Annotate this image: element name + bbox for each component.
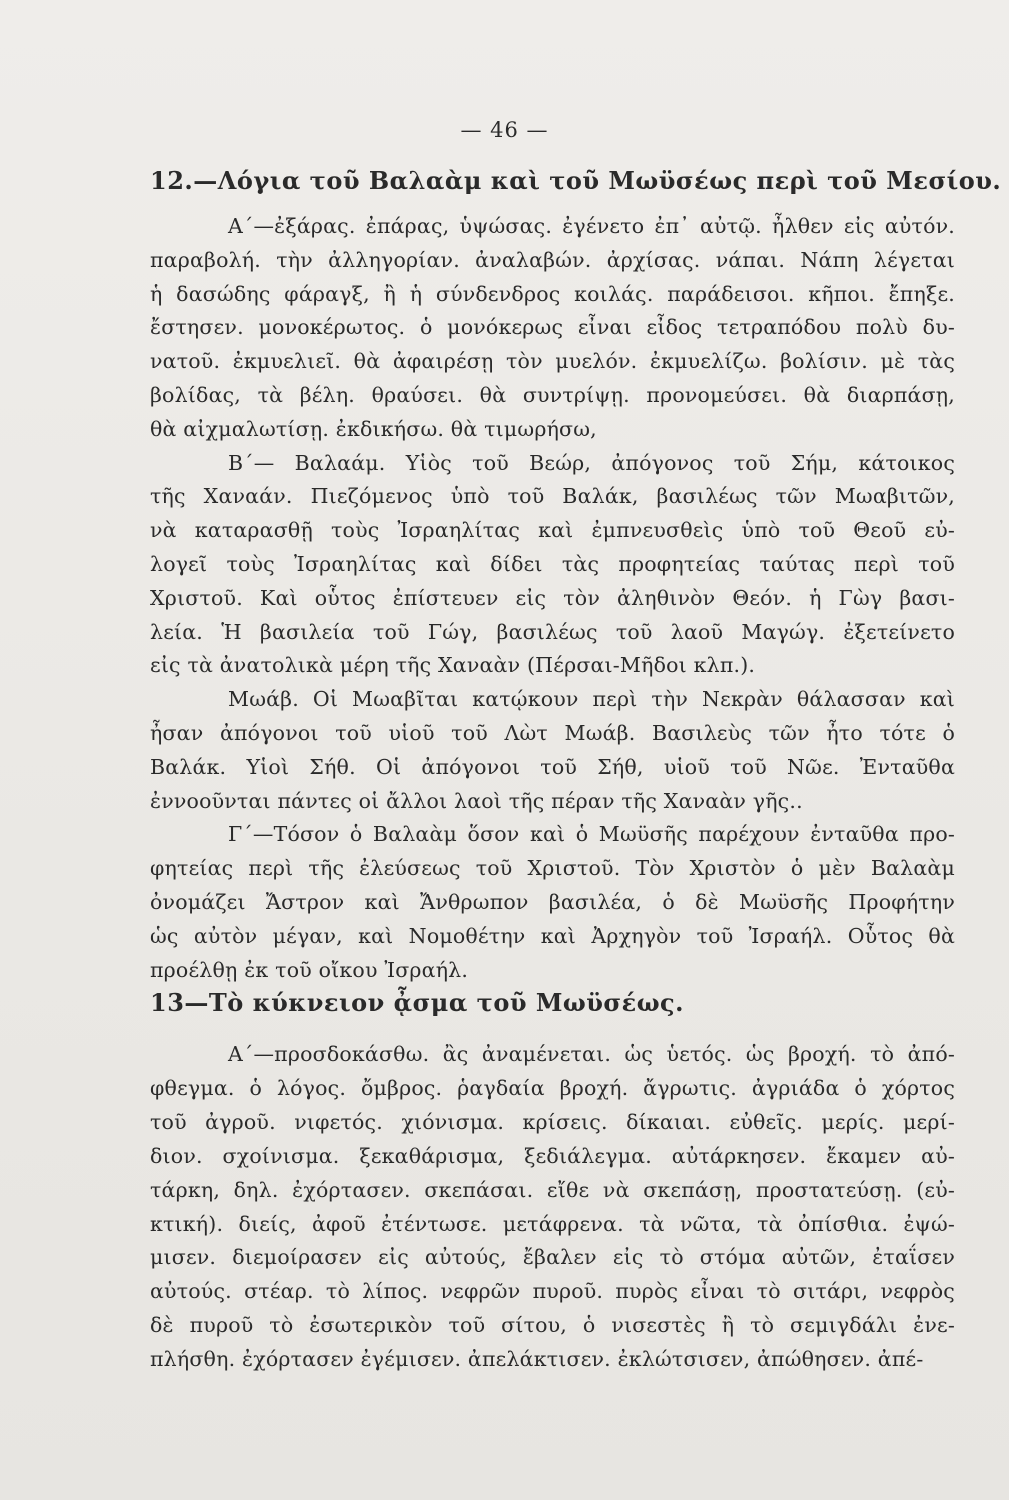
text-line: τάρκη, δηλ. ἐχόρτασεν. σκεπάσαι. εἴθε νὰ σκεπάσῃ, προστατεύσῃ. (εὐ- [150,1177,955,1202]
text-line: διον. σχοίνισμα. ξεκαθάρισμα, ξεδιάλεγμα. αὐτάρκησεν. ἔκαμεν αὐ- [150,1143,955,1168]
text-line: νατοῦ. ἐκμυελιεῖ. θὰ ἀφαιρέσῃ τὸν μυελόν. ἐκμυελίζω. βολίσιν. μὲ τὰς [150,349,955,374]
text-line: φητείας περὶ τῆς ἐλεύσεως τοῦ Χριστοῦ. Τὸν Χριστὸν ὁ μὲν Βαλαὰμ [150,856,955,881]
text-line: κτική). διείς, ἀφοῦ ἐτέντωσε. μετάφρενα. τὰ νῶτα, τὰ ὀπίσθια. ἐψώ- [150,1211,955,1236]
text-line: λεία. Ἡ βασιλεία τοῦ Γώγ, βασιλέως τοῦ λαοῦ Μαγώγ. ἐξετείνετο [150,619,955,644]
text-line: παραβολή. τὴν ἀλληγορίαν. ἀναλαβών. ἀρχίσας. νάπαι. Νάπη λέγεται [150,247,955,272]
text-line: ἔστησεν. μονοκέρωτος. ὁ μονόκερως εἶναι εἶδος τετραπόδου πολὺ δυ- [150,315,955,340]
text-line: εἰς τὰ ἀνατολικὰ μέρη τῆς Χαναὰν (Πέρσαι-Μῆδοι κλπ.). [150,653,756,678]
text-line: Βαλάκ. Υἱοὶ Σήθ. Οἱ ἀπόγονοι τοῦ Σήθ, υἱοῦ τοῦ Νῶε. Ἐνταῦθα [150,754,955,779]
text-line: δὲ πυροῦ τὸ ἐσωτερικὸν τοῦ σίτου, ὁ νισεστὲς ἢ τὸ σεμιγδάλι ἐνε- [150,1313,955,1338]
page-number: — 46 — [460,118,549,142]
text-line: ὡς αὐτὸν μέγαν, καὶ Νομοθέτην καὶ Ἀρχηγὸν τοῦ Ἰσραήλ. Οὗτος θὰ [150,923,955,948]
text-line: μισεν. διεμοίρασεν εἰς αὐτούς, ἔβαλεν εἰς τὸ στόμα αὐτῶν, ἐταΐσεν [150,1245,955,1270]
text-line: φθεγμα. ὁ λόγος. ὄμβρος. ῥαγδαία βροχή. ἄγρωτις. ἀγριάδα ὁ χόρτος [150,1075,955,1100]
text-line: Α΄—προσδοκάσθω. ἂς ἀναμένεται. ὡς ὑετός. ὡς βροχή. τὸ ἀπό- [228,1042,955,1066]
text-line: πλήσθη. ἐχόρτασεν ἐγέμισεν. ἀπελάκτισεν. ἐκλώτσισεν, ἀπώθησεν. ἀπέ- [150,1347,924,1372]
text-line: Α΄—ἐξάρας. ἐπάρας, ὑψώσας. ἐγένετο ἐπ᾽ αὐτῷ. ἦλθεν εἰς αὐτόν. [228,214,955,238]
section-12-heading: 12.—Λόγια τοῦ Βαλαὰμ καὶ τοῦ Μωϋσέως περὶ τοῦ Μεσίου. [150,166,1002,195]
text-line: λογεῖ τοὺς Ἰσραηλίτας καὶ δίδει τὰς προφητείας ταύτας περὶ τοῦ [150,552,955,576]
text-line: αὐτούς. στέαρ. τὸ λίπος. νεφρῶν πυροῦ. πυρὸς εἶναι τὸ σιτάρι, νεφρὸς [150,1279,955,1304]
text-line: Μωάβ. Οἱ Μωαβῖται κατῴκουν περὶ τὴν Νεκρὰν θάλασσαν καὶ [228,687,955,712]
text-line: Γ΄—Τόσον ὁ Βαλαὰμ ὅσον καὶ ὁ Μωϋσῆς παρέχουν ἐνταῦθα προ- [228,822,955,847]
text-line: Β΄— Βαλαάμ. Υἱὸς τοῦ Βεώρ, ἀπόγονος τοῦ Σήμ, κάτοικος [228,450,955,475]
text-line: ὀνομάζει Ἄστρον καὶ Ἄνθρωπον βασιλέα, ὁ δὲ Μωϋσῆς Προφήτην [150,890,955,914]
text-line: ἡ δασώδης φάραγξ, ἢ ἡ σύνδενδρος κοιλάς. παράδεισοι. κῆποι. ἔπηξε. [150,281,955,306]
text-line: ἐννοοῦνται πάντες οἱ ἄλλοι λαοὶ τῆς πέραν τῆς Χαναὰν γῆς.. [150,788,803,813]
text-line: Χριστοῦ. Καὶ οὗτος ἐπίστευεν εἰς τὸν ἀληθινὸν Θεόν. ἡ Γὼγ βασι- [150,585,955,610]
text-line: τῆς Χαναάν. Πιεζόμενος ὑπὸ τοῦ Βαλάκ, βασιλέως τῶν Μωαβιτῶν, [150,484,955,509]
text-line: νὰ καταρασθῇ τοὺς Ἰσραηλίτας καὶ ἐμπνευσθεὶς ὑπὸ τοῦ Θεοῦ εὐ- [150,518,955,543]
text-line: βολίδας, τὰ βέλη. θραύσει. θὰ συντρίψῃ. προνομεύσει. θὰ διαρπάσῃ, [150,383,955,407]
text-line: θὰ αἰχμαλωτίσῃ. ἐκδικήσω. θὰ τιμωρήσω, [150,416,597,441]
text-line: ἦσαν ἀπόγονοι τοῦ υἱοῦ τοῦ Λὼτ Μωάβ. Βασιλεὺς τῶν ἦτο τότε ὁ [150,721,955,745]
text-line: προέλθῃ ἐκ τοῦ οἴκου Ἰσραήλ. [150,957,469,982]
section-13-heading: 13—Τὸ κύκνειον ᾆσμα τοῦ Μωϋσέως. [150,988,685,1017]
text-line: τοῦ ἀγροῦ. νιφετός. χιόνισμα. κρίσεις. δίκαιαι. εὐθεῖς. μερίς. μερί- [150,1109,955,1134]
